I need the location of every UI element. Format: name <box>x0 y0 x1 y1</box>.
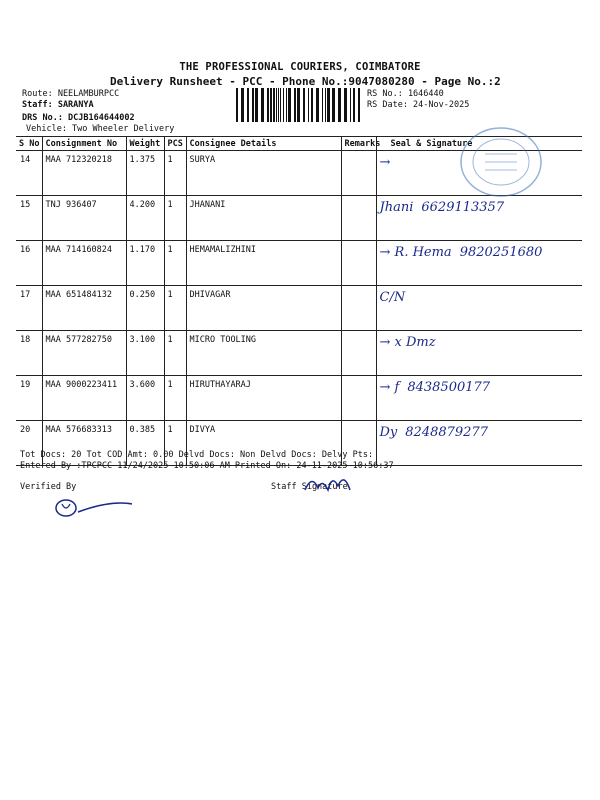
signature-cell <box>376 376 582 421</box>
pcs-cell: 1 <box>164 376 186 421</box>
rs-date: RS Date: 24-Nov-2025 <box>367 100 470 110</box>
barcode-bar <box>316 88 319 122</box>
signature-mark: → <box>379 155 391 170</box>
barcode-bar <box>276 88 277 122</box>
consignment-cell: MAA 712320218 <box>42 151 126 196</box>
barcode-bar <box>252 88 254 122</box>
entered-line: Entered By :TPCPCC 11/24/2025 10:50:06 AM Printed On: 24-11-2025 10:56:37 <box>20 461 394 471</box>
signature-mark: → x Dmz <box>379 335 436 350</box>
consignment-cell: MAA 9000223411 <box>42 376 126 421</box>
col-signature: Seal & Signature <box>376 137 582 151</box>
staff-signature-label: Staff Signature <box>271 482 348 492</box>
col-consignee: Consignee Details <box>186 137 341 151</box>
col-remarks: Remarks <box>341 137 376 151</box>
barcode-bar <box>358 88 360 122</box>
barcode-bar <box>350 88 351 122</box>
barcode-bar <box>278 88 279 122</box>
barcode-bar <box>303 88 305 122</box>
table-row <box>16 286 582 331</box>
verified-by-label: Verified By <box>20 482 77 492</box>
signature-mark: → f <box>379 380 400 395</box>
signature-cell <box>376 331 582 376</box>
consignee-cell: DHIVAGAR <box>186 286 341 331</box>
barcode <box>236 88 364 122</box>
weight-cell: 1.375 <box>126 151 164 196</box>
table-row <box>16 196 582 241</box>
sheet-subtitle: Delivery Runsheet - PCC - Phone No.:9047080280 - Page No.:2 <box>110 75 501 88</box>
barcode-bar <box>338 88 341 122</box>
barcode-bar <box>311 88 313 122</box>
signature-cell <box>376 421 582 466</box>
col-pcs: PCS <box>164 137 186 151</box>
weight-cell: 0.385 <box>126 421 164 466</box>
company-title: THE PROFESSIONAL COURIERS, COIMBATORE <box>179 61 421 73</box>
consignee-cell: HIRUTHAYARAJ <box>186 376 341 421</box>
weight-cell: 0.250 <box>126 286 164 331</box>
signature-cell <box>376 286 582 331</box>
sno-cell: 15 <box>16 196 42 241</box>
consignment-cell: MAA 651484132 <box>42 286 126 331</box>
remarks-cell <box>341 286 376 331</box>
signature-mark: C/N <box>379 290 406 305</box>
barcode-bar <box>267 88 269 122</box>
handwritten-phone: 8248879277 <box>405 425 488 440</box>
barcode-bar <box>327 88 330 122</box>
barcode-bar <box>332 88 335 122</box>
col-consignment: Consignment No <box>42 137 126 151</box>
handwritten-phone: 6629113357 <box>421 200 505 215</box>
barcode-bar <box>353 88 355 122</box>
barcode-bar <box>236 88 238 122</box>
table-row <box>16 241 582 286</box>
signature-mark: → R. Hema <box>379 245 452 260</box>
sno-cell: 18 <box>16 331 42 376</box>
barcode-bar <box>247 88 249 122</box>
consignee-cell: SURYA <box>186 151 341 196</box>
sno-cell: 17 <box>16 286 42 331</box>
barcode-bar <box>283 88 284 122</box>
consignment-cell: MAA 714160824 <box>42 241 126 286</box>
weight-cell: 1.170 <box>126 241 164 286</box>
handwritten-phone: 9820251680 <box>459 245 543 260</box>
signature-mark: Dy <box>379 425 398 440</box>
pcs-cell: 1 <box>164 241 186 286</box>
barcode-bar <box>270 88 272 122</box>
staff-label: Staff: SARANYA <box>22 100 94 110</box>
remarks-cell <box>341 151 376 196</box>
sno-cell: 14 <box>16 151 42 196</box>
barcode-bar <box>344 88 347 122</box>
remarks-cell <box>341 196 376 241</box>
sno-cell: 19 <box>16 376 42 421</box>
totals-line: Tot Docs: 20 Tot COD Amt: 0.00 Delvd Docs: Non Delvd Docs: Delvy Pts: <box>20 450 374 460</box>
weight-cell: 4.200 <box>126 196 164 241</box>
col-weight: Weight <box>126 137 164 151</box>
signature-cell <box>376 241 582 286</box>
vehicle-label: Vehicle: Two Wheeler Delivery <box>26 124 175 134</box>
barcode-bar <box>322 88 323 122</box>
consignment-cell: TNJ 936407 <box>42 196 126 241</box>
sno-cell: 16 <box>16 241 42 286</box>
consignee-cell: DIVYA <box>186 421 341 466</box>
barcode-bar <box>288 88 291 122</box>
consignee-cell: HEMAMALIZHINI <box>186 241 341 286</box>
barcode-bar <box>280 88 281 122</box>
verifier-signature <box>20 470 170 520</box>
pcs-cell: 1 <box>164 331 186 376</box>
barcode-bar <box>255 88 258 122</box>
barcode-bar <box>241 88 244 122</box>
barcode-bar <box>308 88 309 122</box>
remarks-cell <box>341 376 376 421</box>
table-row <box>16 376 582 421</box>
pcs-cell: 1 <box>164 196 186 241</box>
weight-cell: 3.100 <box>126 331 164 376</box>
remarks-cell <box>341 331 376 376</box>
barcode-bar <box>286 88 287 122</box>
remarks-cell <box>341 241 376 286</box>
pcs-cell: 1 <box>164 151 186 196</box>
table-row <box>16 331 582 376</box>
col-sno: S No <box>16 137 42 151</box>
signature-mark: Jhani <box>379 200 414 215</box>
drs-number: DRS No.: DCJB164644002 <box>22 113 135 123</box>
sno-cell: 20 <box>16 421 42 466</box>
barcode-bar <box>273 88 275 122</box>
consignee-cell: JHANANI <box>186 196 341 241</box>
rs-number: RS No.: 1646440 <box>367 89 444 99</box>
barcode-bar <box>294 88 296 122</box>
barcode-bar <box>325 88 326 122</box>
staff-signature-scrawl <box>300 470 370 500</box>
seal-stamp <box>455 124 547 200</box>
pcs-cell: 1 <box>164 421 186 466</box>
route-label: Route: NEELAMBURPCC <box>22 89 120 99</box>
consignment-cell: MAA 577282750 <box>42 331 126 376</box>
weight-cell: 3.600 <box>126 376 164 421</box>
consignee-cell: MICRO TOOLING <box>186 331 341 376</box>
barcode-bar <box>261 88 264 122</box>
handwritten-phone: 8438500177 <box>407 380 491 395</box>
barcode-bar <box>297 88 300 122</box>
pcs-cell: 1 <box>164 286 186 331</box>
consignment-cell: MAA 576683313 <box>42 421 126 466</box>
signature-cell <box>376 196 582 241</box>
